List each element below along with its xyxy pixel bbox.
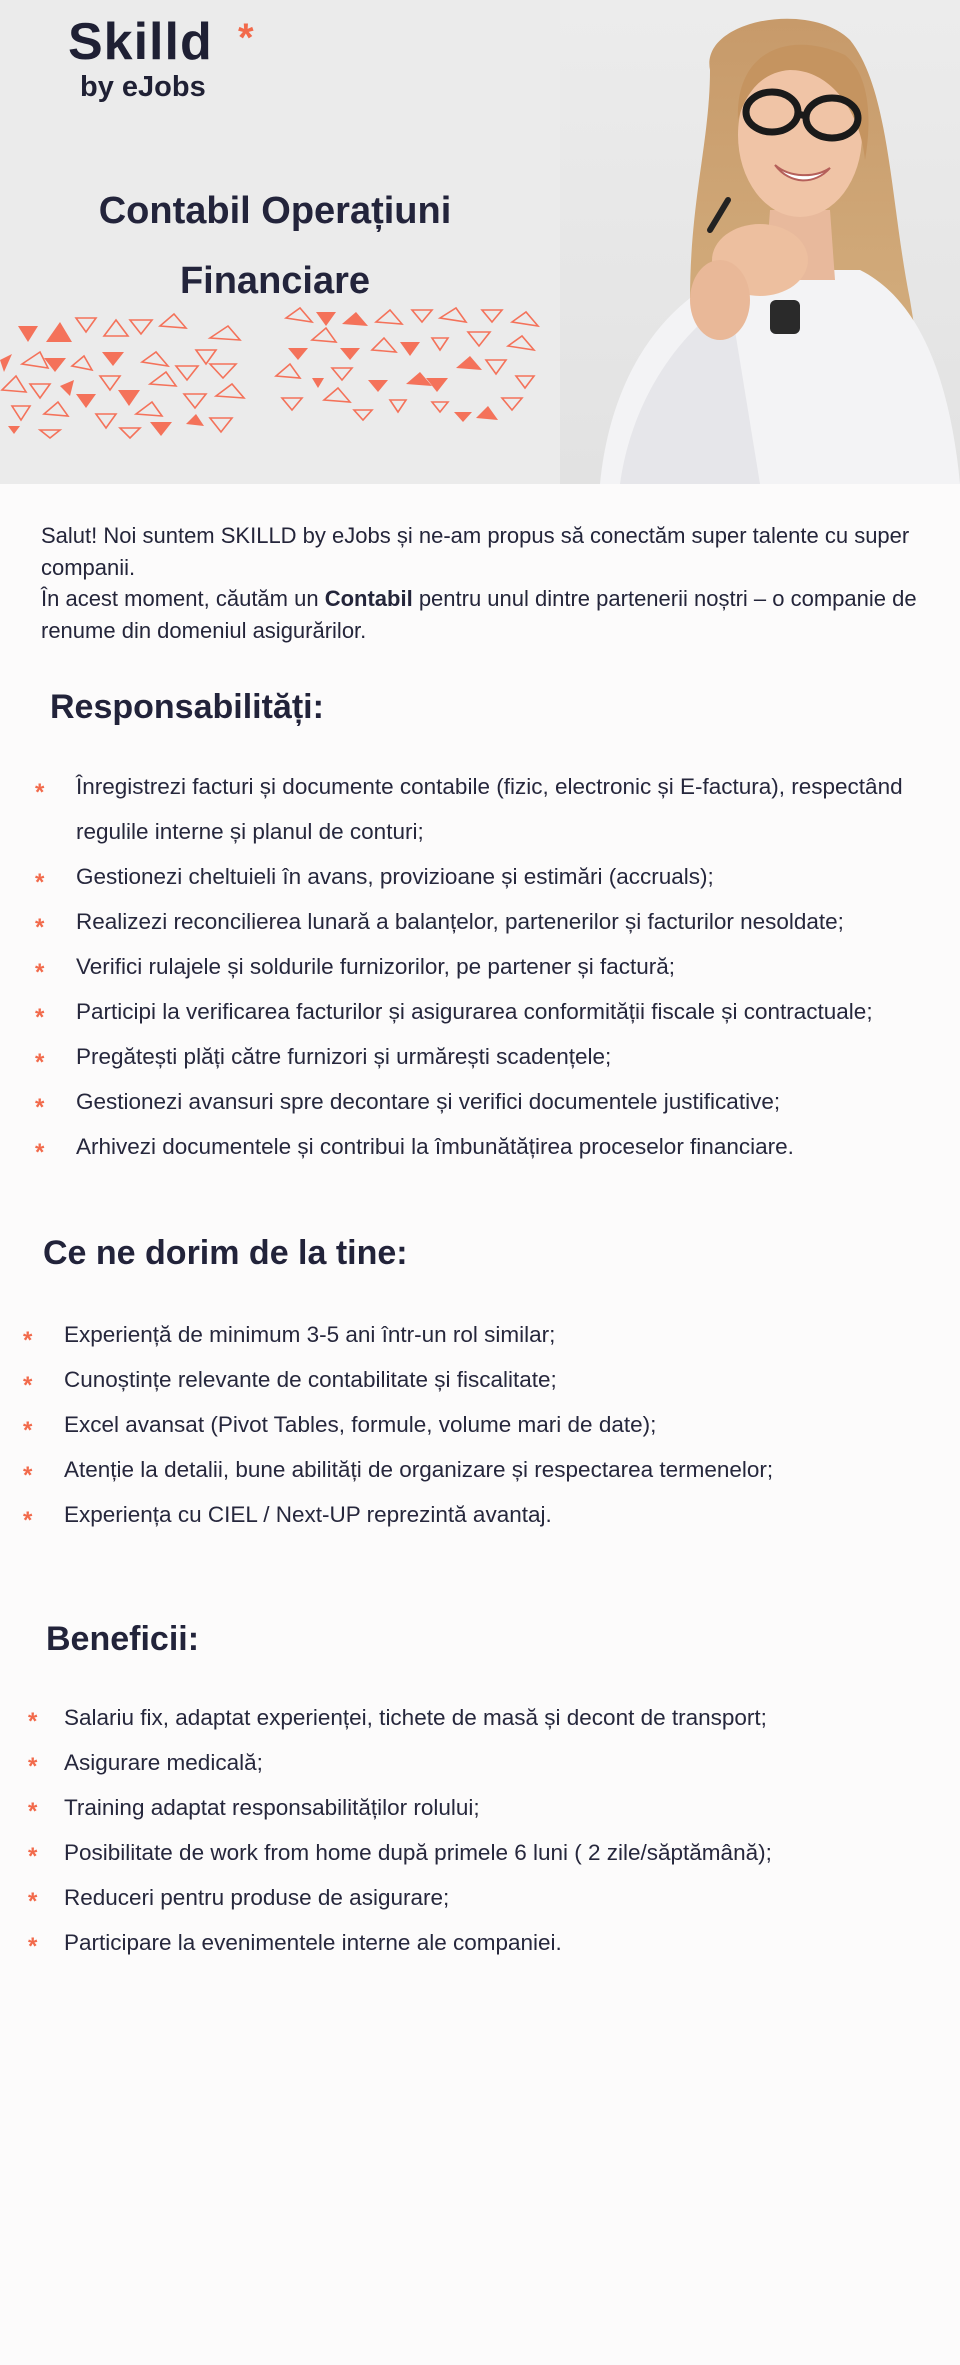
intro-line2-pre: În acest moment, căutăm un (41, 586, 325, 611)
asterisk-bullet-icon: * (28, 1843, 38, 1870)
asterisk-bullet-icon: * (35, 869, 45, 896)
logo-subtitle: by eJobs (80, 71, 206, 103)
asterisk-bullet-icon: * (23, 1372, 33, 1399)
list-item: * Pregătești plăți către furnizori și urmărești scadențele; (76, 1034, 936, 1079)
list-item: * Asigurare medicală; (64, 1740, 934, 1785)
asterisk-bullet-icon: * (23, 1327, 33, 1354)
asterisk-bullet-icon: * (35, 914, 45, 941)
skilld-logo (68, 13, 254, 104)
asterisk-bullet-icon: * (35, 1004, 45, 1031)
logo-asterisk-icon: * (238, 16, 254, 60)
list-item: * Gestionezi avansuri spre decontare și verifici documentele justificative; (76, 1079, 936, 1124)
section-title-cerinte: Ce ne dorim de la tine: (43, 1234, 408, 1272)
section-title-responsabilitati: Responsabilități: (50, 688, 324, 726)
list-item: * Cunoștințe relevante de contabilitate și fiscalitate; (64, 1357, 934, 1402)
hero-banner (0, 0, 960, 484)
list-item: * Realizezi reconcilierea lunară a balanțelor, partenerilor și facturilor nesoldate; (76, 899, 936, 944)
list-item: * Gestionezi cheltuieli în avans, provizioane și estimări (accruals); (76, 854, 936, 899)
intro-text (41, 520, 921, 646)
cerinte-list (23, 1312, 934, 1537)
asterisk-bullet-icon: * (35, 1094, 45, 1121)
asterisk-bullet-icon: * (35, 1139, 45, 1166)
intro-line1: Salut! Noi suntem SKILLD by eJobs și ne-am propus să conectăm super talente cu super companii. (41, 523, 910, 580)
section-title-beneficii: Beneficii: (46, 1620, 200, 1658)
asterisk-bullet-icon: * (35, 779, 45, 806)
list-item: * Posibilitate de work from home după primele 6 luni ( 2 zile/săptămână); (64, 1830, 934, 1875)
list-item: * Excel avansat (Pivot Tables, formule, volume mari de date); (64, 1402, 934, 1447)
asterisk-bullet-icon: * (28, 1753, 38, 1780)
intro-line2-post: pentru unul dintre partenerii noștri – o companie de renume din domeniul asigurărilor. (41, 586, 917, 643)
asterisk-bullet-icon: * (35, 959, 45, 986)
list-item: * Verifici rulajele și soldurile furnizorilor, pe partener și factură; (76, 944, 936, 989)
list-item: * Participare la evenimentele interne ale companiei. (64, 1920, 934, 1965)
asterisk-bullet-icon: * (35, 1049, 45, 1076)
asterisk-bullet-icon: * (28, 1798, 38, 1825)
asterisk-bullet-icon: * (28, 1888, 38, 1915)
list-item: * Înregistrezi facturi și documente contabile (fizic, electronic și E-factura), respectând regulile interne și planul de conturi; (76, 764, 936, 854)
asterisk-bullet-icon: * (28, 1933, 38, 1960)
portrait-image (560, 0, 960, 484)
triangle-pattern-icon (272, 302, 542, 422)
list-item: * Salariu fix, adaptat experienței, tichete de masă și decont de transport; (64, 1695, 934, 1740)
list-item: * Experiență de minimum 3-5 ani într-un rol similar; (64, 1312, 934, 1357)
asterisk-bullet-icon: * (23, 1417, 33, 1444)
asterisk-bullet-icon: * (28, 1708, 38, 1735)
job-title-line2: Financiare (179, 260, 371, 302)
list-item: * Atenție la detalii, bune abilități de organizare și respectarea termenelor; (64, 1447, 934, 1492)
asterisk-bullet-icon: * (23, 1507, 33, 1534)
intro-role-bold: Contabil (324, 586, 413, 611)
job-title (40, 176, 510, 316)
list-item: * Participi la verificarea facturilor și asigurarea conformității fiscale și contractuale; (76, 989, 936, 1034)
job-title-line1: Contabil Operațiuni (98, 190, 452, 232)
triangle-pattern-icon (0, 310, 250, 440)
list-item: * Reduceri pentru produse de asigurare; (64, 1875, 934, 1920)
beneficii-list (28, 1695, 934, 1965)
list-item: * Experiența cu CIEL / Next-UP reprezintă avantaj. (64, 1492, 934, 1537)
list-item: * Arhivezi documentele și contribui la îmbunătățirea proceselor financiare. (76, 1124, 936, 1169)
list-item: * Training adaptat responsabilităților rolului; (64, 1785, 934, 1830)
intro-line2 (41, 583, 921, 646)
logo-name: Skilld (68, 13, 213, 71)
asterisk-bullet-icon: * (23, 1462, 33, 1489)
responsabilitati-list (35, 764, 936, 1169)
